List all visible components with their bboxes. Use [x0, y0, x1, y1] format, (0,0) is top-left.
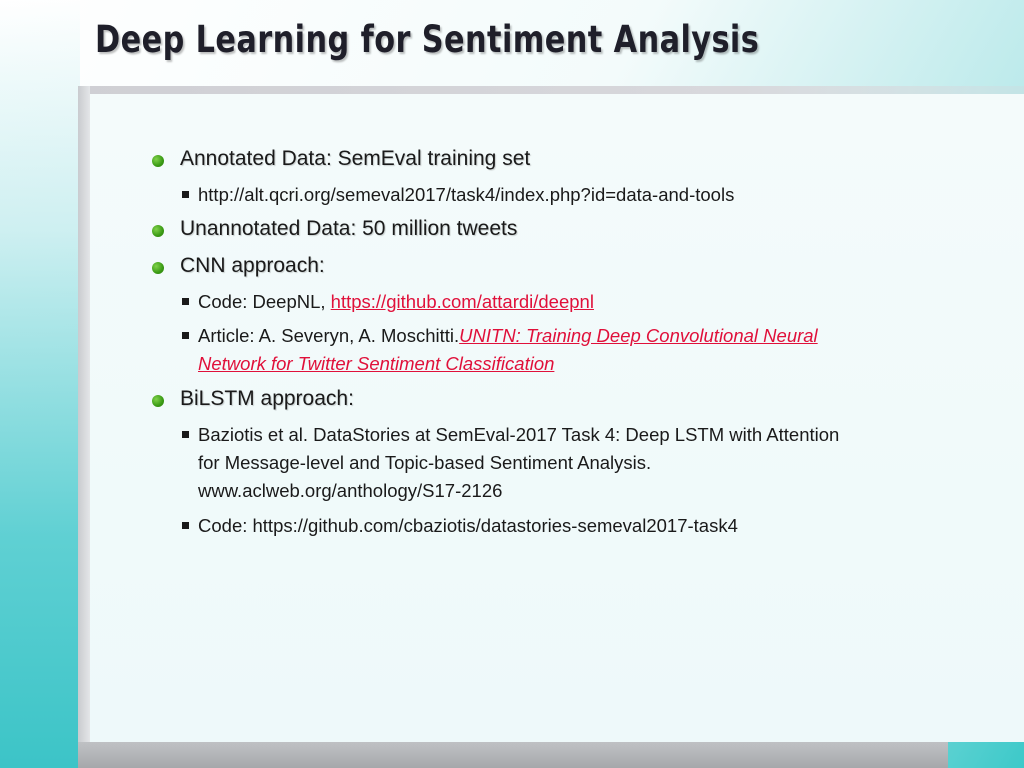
unitn-article-link[interactable]: UNITN: Training Deep Convolutional Neural: [459, 325, 818, 346]
bullet-dot-icon: [152, 225, 164, 237]
square-bullet-icon: [182, 298, 189, 305]
sub-baziotis-line3: www.aclweb.org/anthology/S17-2126: [198, 480, 503, 501]
bullet-bilstm-approach: BiLSTM approach:: [180, 387, 354, 410]
sub-semeval-url: http://alt.qcri.org/semeval2017/task4/index.php?id=data-and-tools: [198, 184, 735, 205]
sub-cnn-article-cont: [198, 350, 554, 378]
square-bullet-icon: [182, 522, 189, 529]
square-bullet-icon: [182, 332, 189, 339]
slide-title: Deep Learning for Sentiment Analysis: [95, 18, 760, 61]
unitn-article-link-cont[interactable]: Network for Twitter Sentiment Classification: [198, 353, 555, 374]
deepnl-link[interactable]: https://github.com/attardi/deepnl: [330, 291, 594, 312]
sub-baziotis-line2: for Message-level and Topic-based Sentiment Analysis.: [198, 452, 652, 473]
bullet-annotated-data: Annotated Data: SemEval training set: [180, 147, 531, 170]
article-prefix: Article: A. Severyn, A. Moschitti.: [198, 325, 460, 346]
bullet-dot-icon: [152, 155, 164, 167]
bullet-dot-icon: [152, 262, 164, 274]
sub-bilstm-code: Code: https://github.com/cbaziotis/datastories-semeval2017-task4: [198, 515, 738, 536]
sub-cnn-article: [198, 322, 818, 350]
bullet-unannotated-data: Unannotated Data: 50 million tweets: [180, 217, 518, 240]
bullet-cnn-approach: CNN approach:: [180, 254, 325, 277]
sub-baziotis-line1: Baziotis et al. DataStories at SemEval-2017 Task 4: Deep LSTM with Attention: [198, 424, 840, 445]
cnn-code-prefix: Code: DeepNL,: [198, 291, 331, 312]
square-bullet-icon: [182, 431, 189, 438]
sub-cnn-code: [198, 288, 594, 316]
bullet-dot-icon: [152, 395, 164, 407]
square-bullet-icon: [182, 191, 189, 198]
